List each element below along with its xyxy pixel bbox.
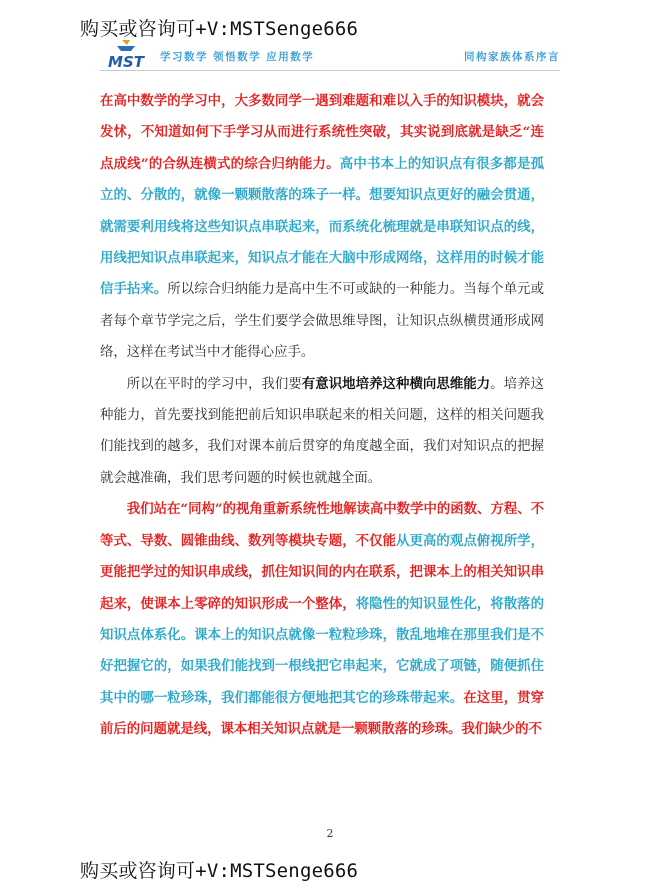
p1-red-text: 在高中数学的学习中，大多数同学一遇到难题和难以入手的知识模块，就会发怵，不知道如何下手学习从而进行系统性突破，其实说到底就是缺乏“连点成线”的合纵连横式的综合归纳能力。 (100, 93, 544, 172)
watermark-top: 购买或咨询可+V:MSTSenge666 (80, 18, 359, 40)
watermark-bottom: 购买或咨询可+V:MSTSenge666 (80, 860, 359, 882)
paragraph-1 (100, 86, 544, 369)
p1-plain-text: 所以综合归纳能力是高中生不可或缺的一种能力。当每个单元或者每个章节学完之后，学生们要学会做思维导图，让知识点纵横贯通形成网络，这样在考试当中才能得心应手。 (100, 282, 545, 361)
p3-red-text-1: 我们站在“同构”的视角重新系统性地解读高中数学中的函数、方程、不等式、导数、圆锥曲线、数列等模块专题，不仅能 (100, 501, 544, 549)
p2-plain-text-end: 。培养这种能力，首先要找到能把前后知识串联起来的相关问题，这样的相关问题我们能找到的越多，我们对课本前后贯穿的角度越全面，我们对知识点的把握就会越准确，我们思考问题的时候也就越全面。 (100, 376, 545, 486)
page-number: 2 (326, 827, 334, 840)
header-divider (100, 70, 560, 71)
header-series-title: 同构家族体系序言 (464, 51, 560, 63)
logo-text: MST (108, 53, 144, 70)
p2-plain-text-start: 所以在平时的学习中，我们要 (126, 376, 302, 392)
p3-red-text-2: 更能把学过的知识串成线，抓住知识间的内在联系，把课本上的相关知识串起来，使课本上零碎的知识形成一个整体， (100, 564, 544, 612)
document-body (100, 86, 544, 746)
paragraph-3 (100, 494, 544, 745)
p3-blue-text-2: 将隐性的知识显性化，将散落的知识点体系化。课本上的知识点就像一粒粒珍珠，散乱地堆在那里我们是不好把握它的，如果我们能找到一根线把它串起来，它就成了项链，随便抓住其中的哪一粒珍珠，我们都能很方便地把其它的珍珠带起来。 (100, 595, 545, 706)
header-tagline: 学习数学 领悟数学 应用数学 (160, 51, 315, 63)
mst-logo-icon (100, 36, 152, 70)
p3-red-text-3: 在这里，贯穿前后的问题就是线，课本相关知识点就是一颗颗散落的珍珠。我们缺少的不 (100, 689, 545, 738)
mst-logo (100, 36, 152, 70)
p1-blue-text: 高中书本上的知识点有很多都是孤立的、分散的，就像一颗颗散落的珠子一样。想要知识点更好的融会贯通，就需要利用线将这些知识点串联起来，而系统化梳理就是串联知识点的线，用线把知识点串联起来，知识点才能在大脑中形成网络，这样用的时候才能信手拈来。 (100, 155, 545, 298)
paragraph-2 (100, 369, 544, 495)
page-header (100, 36, 560, 74)
p3-blue-text-1: 从更高的观点俯视所学， (396, 532, 545, 549)
p2-bold-text: 有意识地培养这种横向思维能力 (301, 375, 491, 392)
